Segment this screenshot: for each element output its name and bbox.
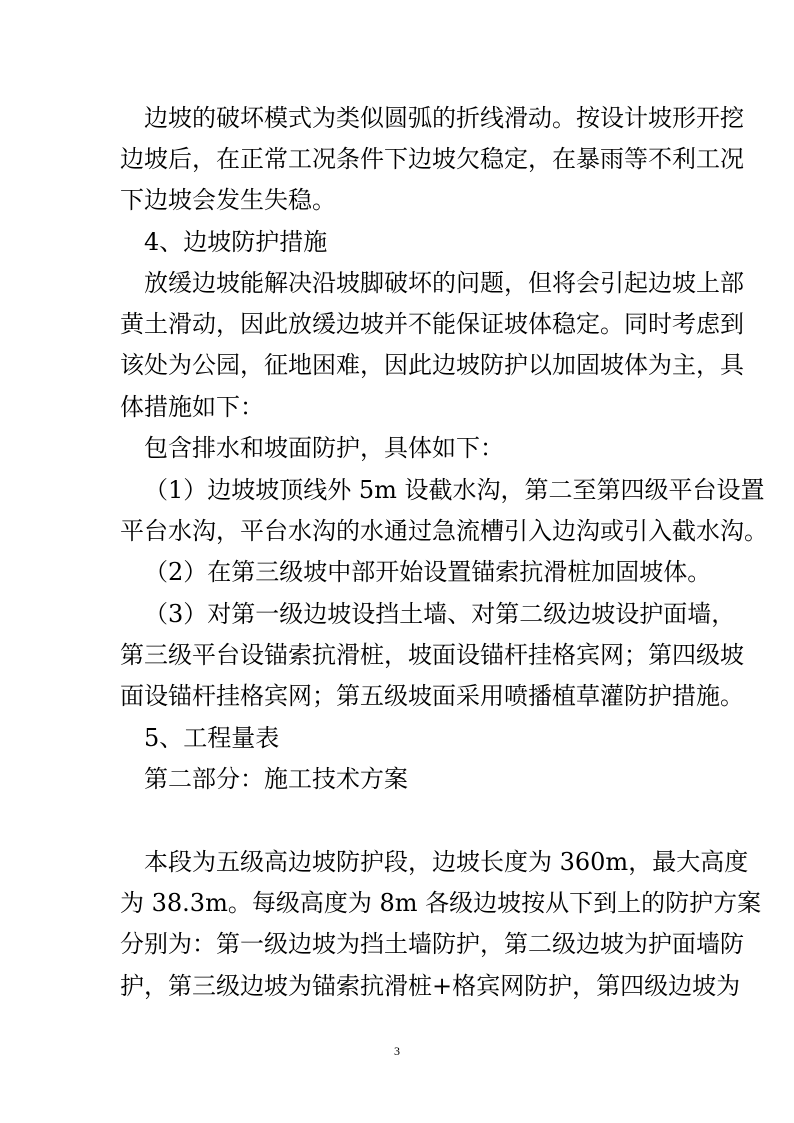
section-heading: 5、工程量表 (144, 724, 280, 752)
list-item-2: （2）在第三级坡中部开始设置锚索抗滑桩加固坡体。 (144, 558, 712, 586)
text-line: 放缓边坡能解决沿坡脚破坏的问题，但将会引起边坡上部 (144, 269, 744, 297)
page-number: 3 (394, 1044, 400, 1058)
part-heading: 第二部分：施工技术方案 (144, 765, 408, 793)
list-item-3: （3）对第一级边坡设挡土墙、对第二级边坡设护面墙， (144, 600, 736, 628)
text-line: 边坡的破坏模式为类似圆弧的折线滑动。按设计坡形开挖 (144, 104, 744, 132)
text-line: 第三级平台设锚索抗滑桩，坡面设锚杆挂格宾网；第四级坡 (120, 641, 744, 669)
text-line: 护，第三级边坡为锚索抗滑桩+格宾网防护，第四级边坡为 (120, 972, 741, 1000)
text-line: 分别为：第一级边坡为挡土墙防护，第二级边坡为护面墙防 (120, 930, 744, 958)
text-line: 体措施如下： (120, 393, 264, 421)
section-heading: 4、边坡防护措施 (144, 228, 328, 256)
text-line: 面设锚杆挂格宾网；第五级坡面采用喷播植草灌防护措施。 (120, 682, 744, 710)
text-line: 为 38.3m。每级高度为 8m 各级边坡按从下到上的防护方案 (120, 889, 762, 917)
text-line: 包含排水和坡面防护，具体如下： (144, 434, 504, 462)
text-line: 本段为五级高边坡防护段，边坡长度为 360m，最大高度 (144, 848, 749, 876)
text-line: 边坡后，在正常工况条件下边坡欠稳定，在暴雨等不利工况 (120, 145, 744, 173)
text-line: 黄土滑动，因此放缓边坡并不能保证坡体稳定。同时考虑到 (120, 310, 744, 338)
text-line: 下边坡会发生失稳。 (120, 186, 336, 214)
list-item-1: （1）边坡坡顶线外 5m 设截水沟，第二至第四级平台设置 (144, 476, 765, 504)
text-line: 该处为公园，征地困难，因此边坡防护以加固坡体为主，具 (120, 351, 744, 379)
text-line: 平台水沟，平台水沟的水通过急流槽引入边沟或引入截水沟。 (120, 517, 768, 545)
